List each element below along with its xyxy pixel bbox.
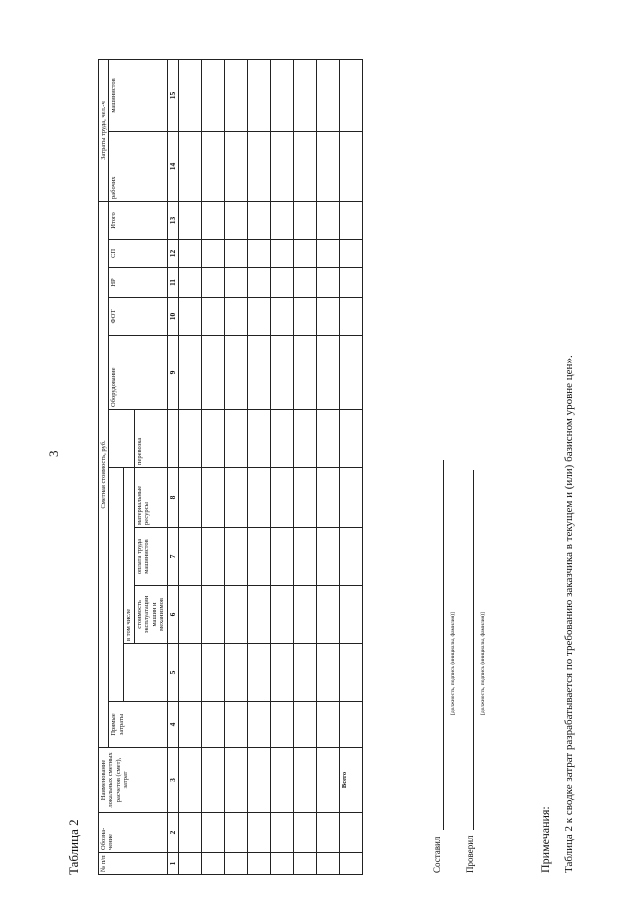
compiled-hint: [должность, подпись (инициалы, фамилия)] xyxy=(450,612,456,715)
summary-cost-table xyxy=(98,59,363,875)
column-number xyxy=(167,410,179,468)
header-including: в том числе xyxy=(124,468,134,644)
column-numbers-row xyxy=(167,59,179,874)
checked-hint: [должность, подпись (инициалы, фамилия)] xyxy=(480,612,486,715)
column-number: 14 xyxy=(167,131,179,201)
table-caption: Таблица 2 xyxy=(66,819,81,875)
total-row-label: Всего xyxy=(340,748,363,813)
header-no: № п/п xyxy=(99,853,168,875)
header-machinists-pay: оплата труда машинистов xyxy=(134,528,167,586)
notes-text: Таблица 2 к сводке затрат разрабатывается по требованию заказчика в текущем и (или) базисном уровне цен». xyxy=(563,355,575,873)
checked-label: Проверил xyxy=(465,835,475,873)
header-labor-machinists: машинистов xyxy=(109,59,167,131)
checked-signature-line xyxy=(473,470,474,830)
header-materials: материальные ресурсы xyxy=(134,468,167,528)
column-number: 1 xyxy=(167,853,179,875)
column-number: 7 xyxy=(167,528,179,586)
header-sp: СП xyxy=(109,240,167,268)
column-number: 15 xyxy=(167,59,179,131)
table-row xyxy=(317,59,340,874)
header-empty-cell xyxy=(109,410,134,468)
table-row xyxy=(294,59,317,874)
table-row xyxy=(225,59,248,874)
header-total: Итого xyxy=(109,201,167,239)
column-number: 9 xyxy=(167,336,179,410)
compiled-signature-line xyxy=(443,460,444,830)
column-number: 10 xyxy=(167,298,179,336)
column-number: 13 xyxy=(167,201,179,239)
header-empty-subcell xyxy=(124,644,167,702)
table-row xyxy=(248,59,271,874)
column-number: 8 xyxy=(167,468,179,528)
column-number: 6 xyxy=(167,586,179,644)
header-name: Наименование локальных сметных расчетов (смет), затрат xyxy=(99,748,168,813)
column-number: 2 xyxy=(167,813,179,853)
header-direct-costs: Прямые затраты xyxy=(109,702,167,748)
header-equipment: Оборудование xyxy=(109,336,167,410)
header-machine-cost: стоимость эксплуатации машин и механизмов xyxy=(134,586,167,644)
header-designation: Обозна-чение xyxy=(99,813,168,853)
header-fot: ФОТ xyxy=(109,298,167,336)
column-number: 12 xyxy=(167,240,179,268)
column-number: 4 xyxy=(167,702,179,748)
column-number: 11 xyxy=(167,268,179,298)
total-row xyxy=(340,59,363,874)
header-nr: НР xyxy=(109,268,167,298)
header-labor-workers: рабочих xyxy=(109,131,167,201)
header-estimated-cost: Сметная стоимость, руб. xyxy=(99,201,109,747)
page-number: 3 xyxy=(46,450,61,457)
table-row xyxy=(179,59,202,874)
table-row xyxy=(271,59,294,874)
header-labor-costs: Затраты труда, чел.-ч xyxy=(99,59,109,201)
header-empty-direct-subgroup xyxy=(109,468,124,702)
table-row xyxy=(202,59,225,874)
notes-title: Примечания: xyxy=(538,806,552,873)
header-transport: перевозка xyxy=(134,410,167,468)
compiled-label: Составил xyxy=(432,836,442,873)
column-number: 3 xyxy=(167,748,179,813)
column-number: 5 xyxy=(167,644,179,702)
